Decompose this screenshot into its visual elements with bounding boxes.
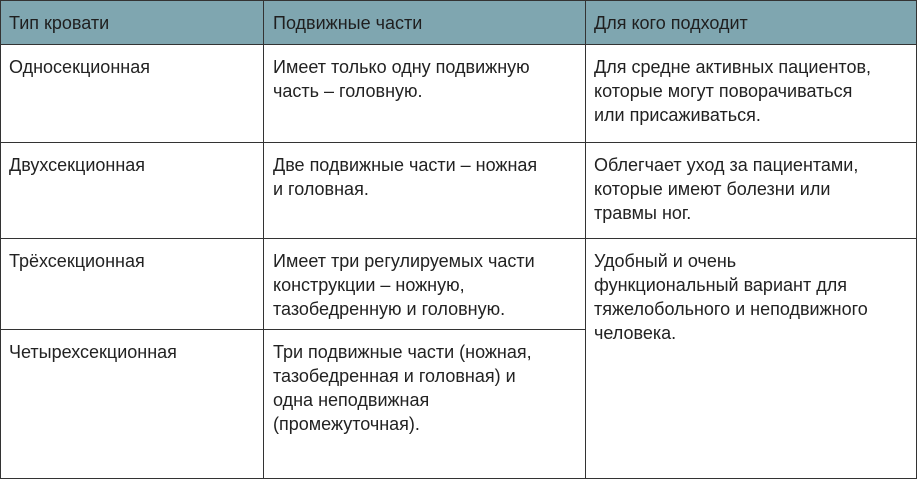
cell-suitable-for [586,45,917,143]
table-header-row [1,1,917,45]
cell-text: Четырехсекционная [9,342,177,362]
header-moving-parts: Подвижные части [264,1,586,45]
cell-text: Две подвижные части – ножная и головная. [273,155,538,199]
cell-text: Односекционная [9,57,150,77]
cell-text: Трёхсекционная [9,251,145,271]
cell-moving-parts [264,239,586,330]
cell-moving-parts [264,143,586,239]
cell-suitable-for-merged [586,239,917,479]
cell-bed-type [1,330,264,479]
cell-bed-type [1,143,264,239]
cell-bed-type [1,239,264,330]
cell-text: Удобный и очень функциональный вариант для тяжелобольного и неподвижного человека. [594,251,868,343]
cell-text: Для средне активных пациентов, которые могут поворачиваться или присаживаться. [594,57,872,125]
cell-bed-type [1,45,264,143]
cell-suitable-for [586,143,917,239]
table-row [1,143,917,239]
table-row [1,45,917,143]
cell-text: Имеет три регулируемых части конструкции – ножную, тазобедренную и головную. [273,251,535,319]
cell-text: Двухсекционная [9,155,146,175]
header-suitable-for: Для кого подходит [586,1,917,45]
cell-text: Облегчает уход за пациентами, которые имеют болезни или травмы ног. [594,155,859,223]
cell-moving-parts [264,45,586,143]
cell-text: Имеет только одну подвижную часть – головную. [273,57,530,101]
table-row [1,239,917,330]
cell-moving-parts [264,330,586,479]
header-bed-type: Тип кровати [1,1,264,45]
cell-text: Три подвижные части (ножная, тазобедренная и головная) и одна неподвижная (промежуточная). [273,342,532,434]
